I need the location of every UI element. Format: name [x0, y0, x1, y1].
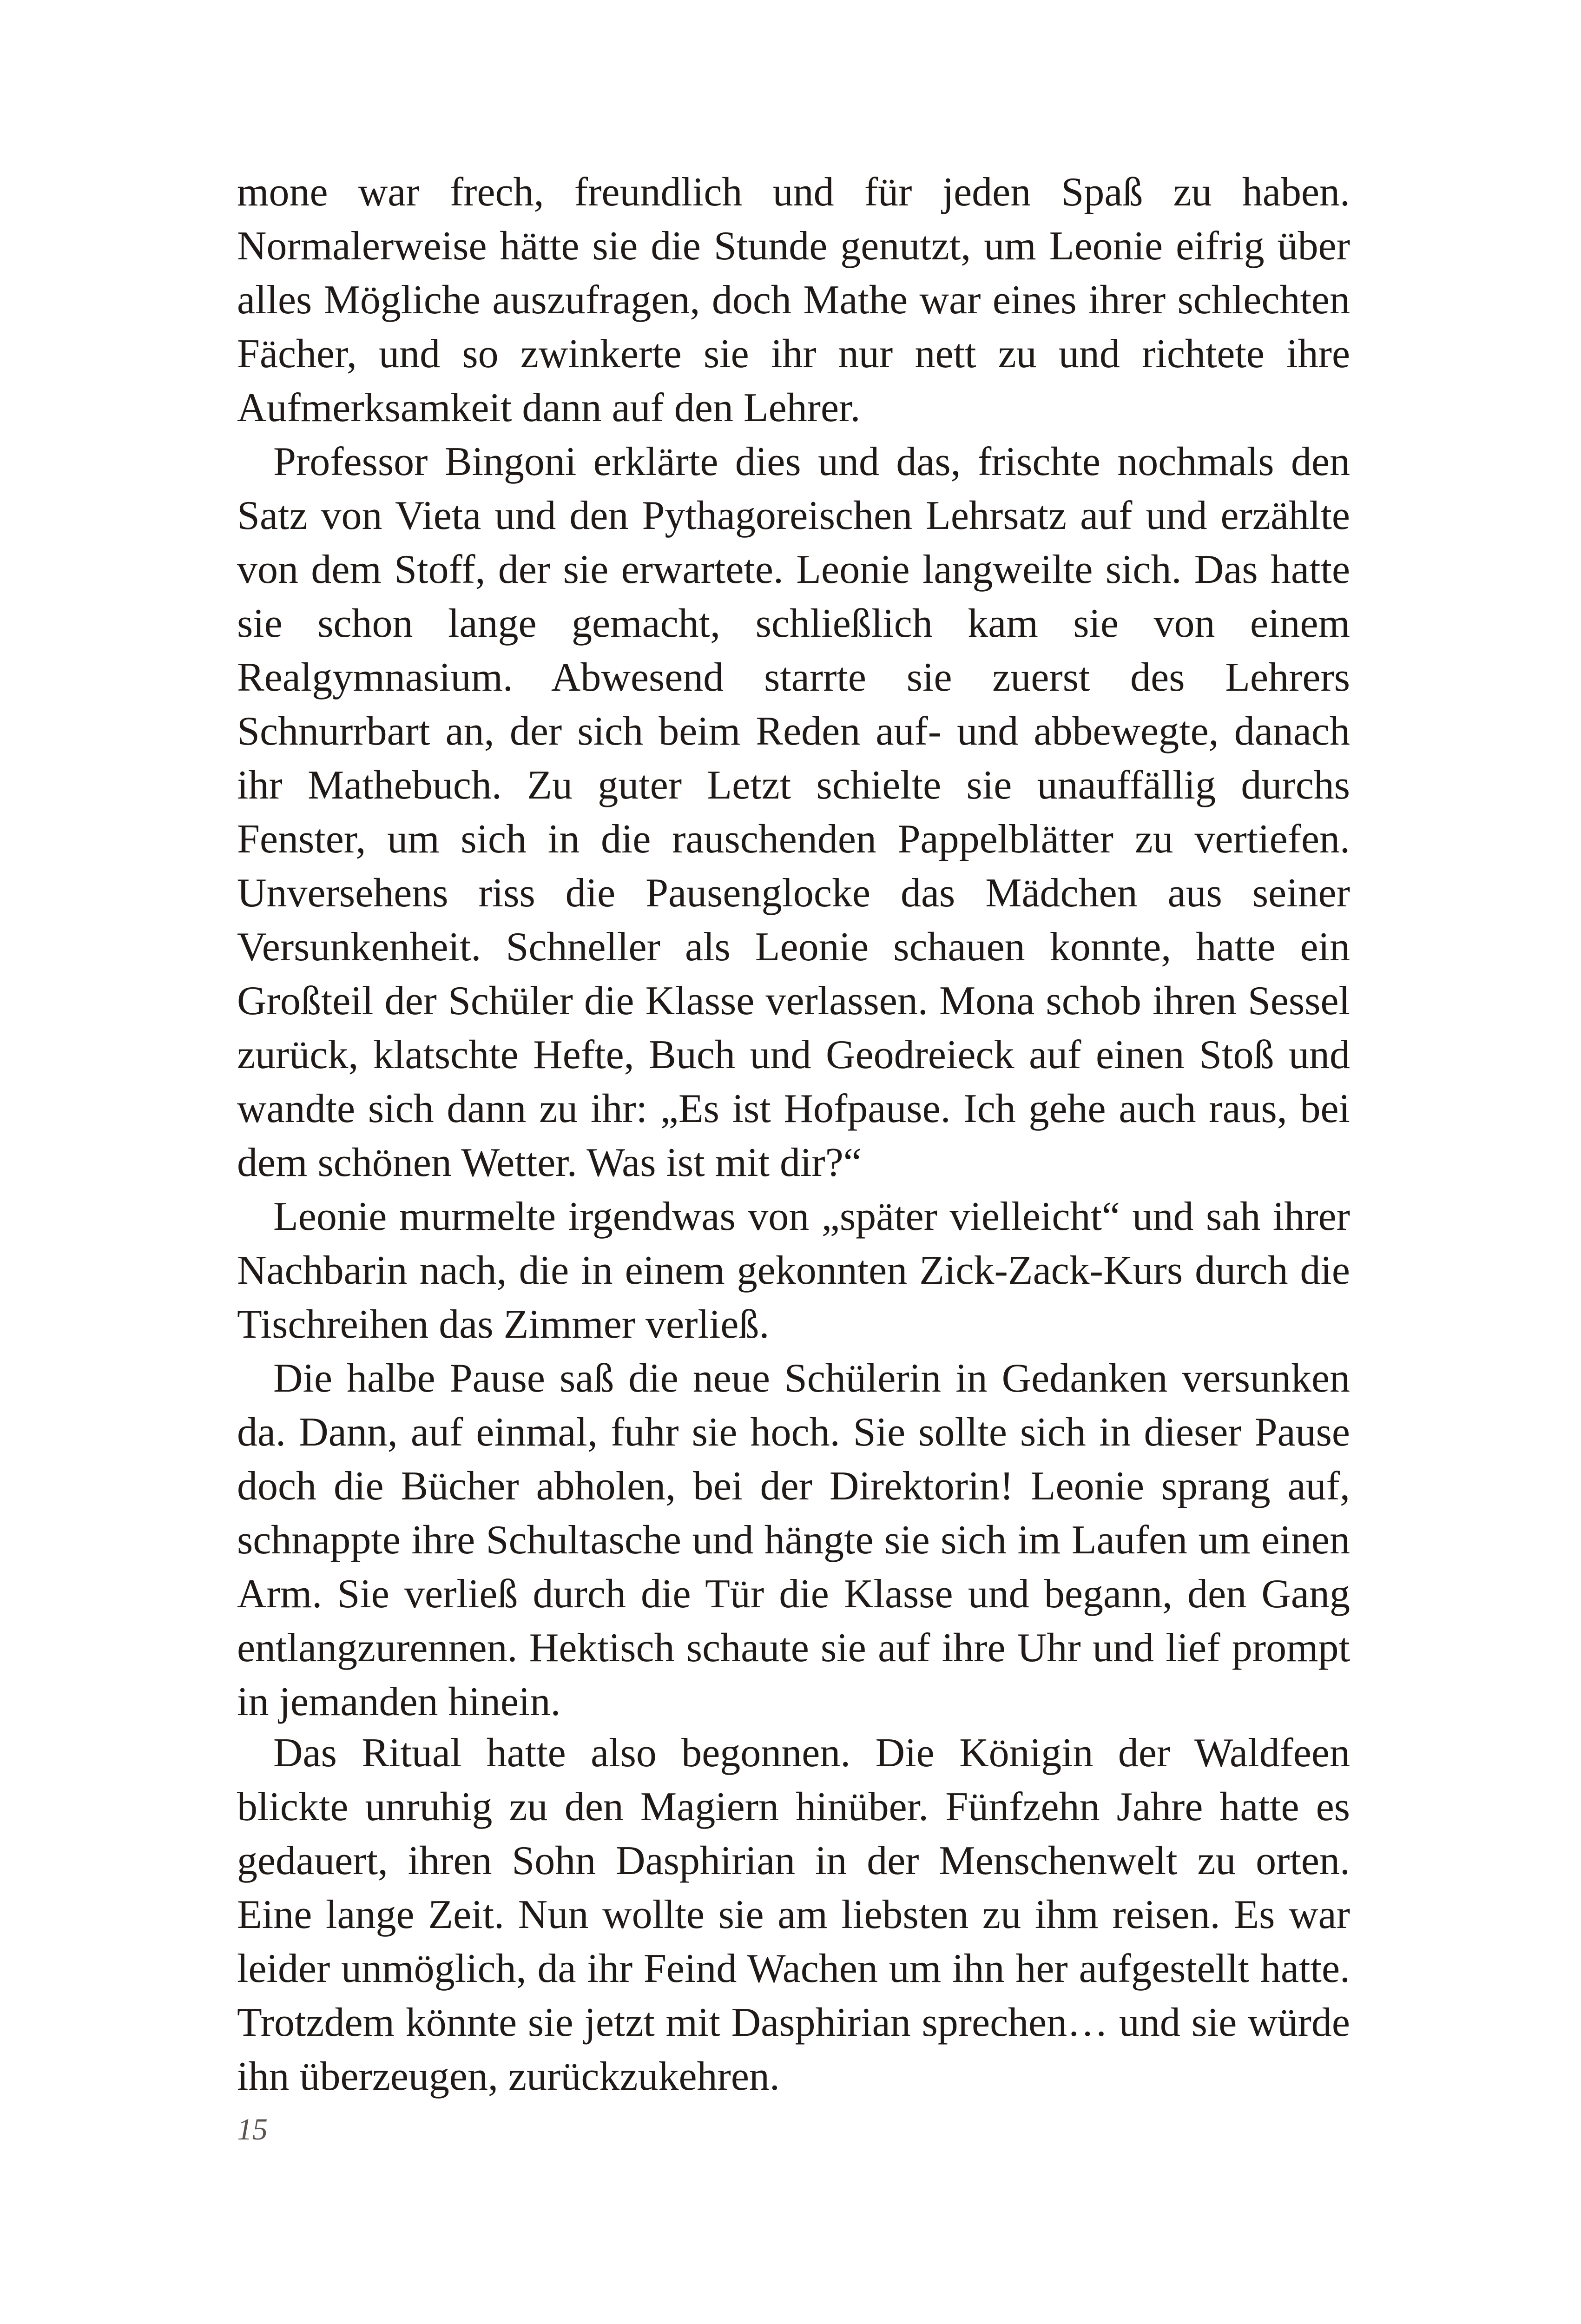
paragraph-4: Die halbe Pause saß die neue Schülerin in Gedanken versunken da. Dann, auf einmal, fuhr sie hoch. Sie sollte sich in dieser Pause doch die Bücher abholen, bei der Direktorin! Leonie sprang auf, schnappte ihre Schultasche und hängte sie sich im Laufen um einen Arm. Sie verließ durch die Tür die Klasse und begann, den Gang entlangzurennen. Hektisch schaute sie auf ihre Uhr und lief prompt in jemanden hinein.	[237, 1356, 1350, 1724]
paragraph-5: Das Ritual hatte also begonnen. Die Königin der Waldfeen blickte unruhig zu den Magiern hinüber. Fünfzehn Jahre hatte es gedauert, ihren Sohn Dasphirian in der Menschenwelt zu orten. Eine lange Zeit. Nun wollte sie am liebsten zu ihm reisen. Es war leider unmöglich, da ihr Feind Wachen um ihn her aufgestellt hatte. Trotzdem könnte sie jetzt mit Dasphirian sprechen… und sie würde ihn überzeugen, zurückzukehren.	[237, 1730, 1350, 2099]
paragraph-2: Professor Bingoni erklärte dies und das, frischte nochmals den Satz von Vieta und den Pythagoreischen Lehrsatz auf und erzählte von dem Stoff, der sie erwartete. Leonie langweilte sich. Das hatte sie schon lange gemacht, schließlich kam sie von einem Realgymnasium. Abwesend starrte sie zuerst des Lehrers Schnurrbart an, der sich beim Reden auf- und abbewegte, danach ihr Mathebuch. Zu guter Letzt schielte sie unauffällig durchs Fenster, um sich in die rauschenden Pappelblätter zu vertiefen. Unversehens riss die Pausenglocke das Mädchen aus seiner Versunkenheit. Schneller als Leonie schauen konnte, hatte ein Großteil der Schüler die Klasse verlassen. Mona schob ihren Sessel zurück, klatschte Hefte, Buch und Geodreieck auf einen Stoß und wandte sich dann zu ihr: „Es ist Hofpause. Ich gehe auch raus, bei dem schönen Wetter. Was ist mit dir?“	[237, 439, 1350, 1185]
text-section-2	[237, 1726, 1350, 2104]
paragraph-3: Leonie murmelte irgendwas von „später vielleicht“ und sah ihrer Nachbarin nach, die in einem gekonnten Zick-Zack-Kurs durch die Tischreihen das Zimmer verließ.	[237, 1194, 1350, 1347]
page-number: 15	[237, 2113, 268, 2146]
paragraph-1: mone war frech, freundlich und für jeden Spaß zu haben. Normalerweise hätte sie die Stunde genutzt, um Leonie eifrig über alles Mögliche auszufragen, doch Mathe war eines ihrer schlechten Fächer, und so zwinkerte sie ihr nur nett zu und richtete ihre Aufmerksamkeit dann auf den Lehrer.	[237, 170, 1350, 430]
text-section-1	[237, 165, 1350, 1729]
